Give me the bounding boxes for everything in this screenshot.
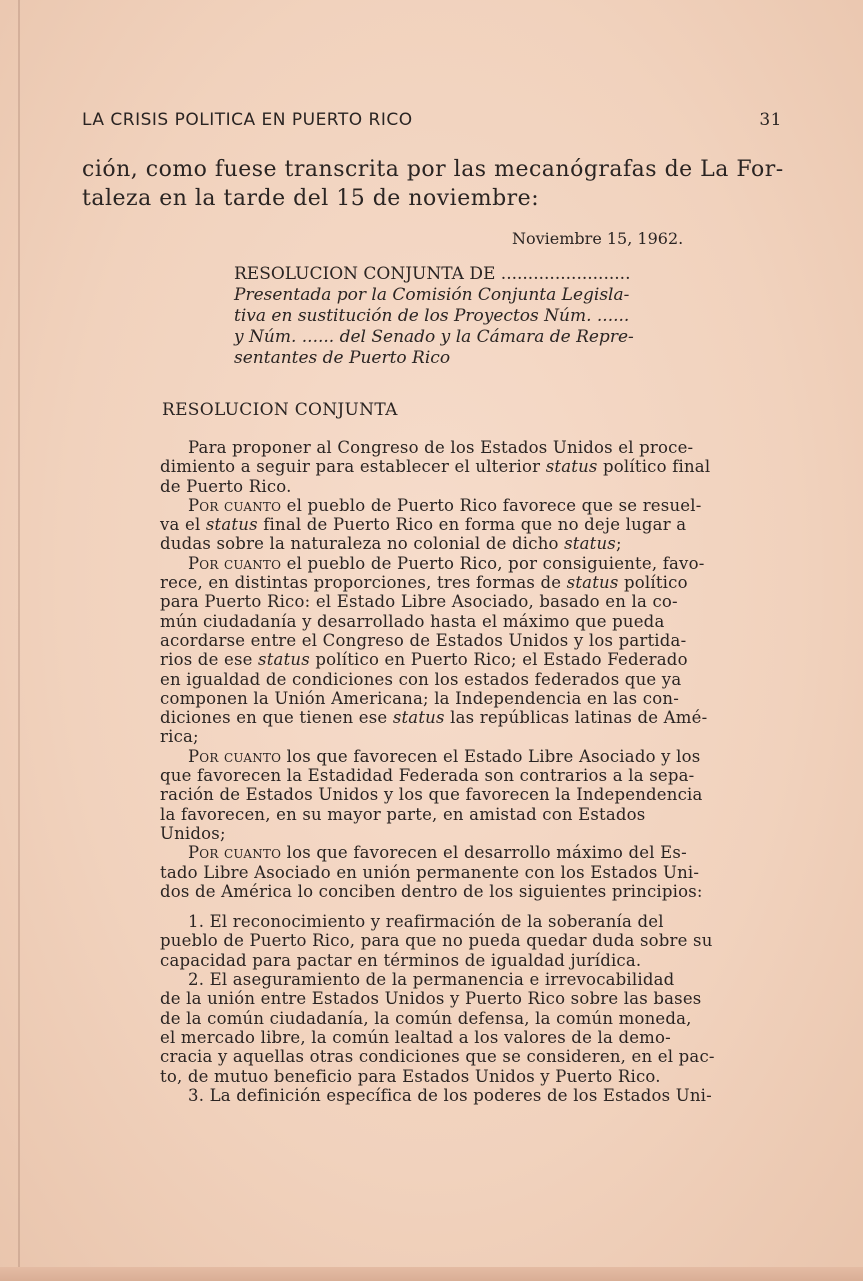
body-line: [160, 1086, 715, 1105]
resolution-subtitle-line: y Núm. ...... del Senado y la Cámara de Repre-: [234, 327, 634, 347]
por-cuanto-label: Por cuanto: [188, 843, 282, 863]
body-line-text: de la unión entre Estados Unidos y Puerto Rico sobre las bases: [160, 989, 702, 1009]
body-line: [160, 1067, 715, 1086]
body-line: [160, 766, 715, 785]
body-line: [160, 573, 715, 592]
body-line: [160, 438, 715, 457]
document-date: Noviembre 15, 1962.: [512, 229, 684, 248]
running-header: [82, 110, 782, 134]
body-line-text: cracia y aquellas otras condiciones que se consideren, en el pac-: [160, 1047, 715, 1067]
page-bottom-edge: [0, 1267, 863, 1281]
body-line: [160, 824, 715, 843]
body-line: [160, 785, 715, 804]
resolution-subtitle-line: Presentada por la Comisión Conjunta Legisla-: [234, 285, 630, 305]
body-line-text: capacidad para pactar en términos de igualdad jurídica.: [160, 950, 642, 970]
body-line: [160, 951, 715, 970]
body-line: [160, 689, 715, 708]
por-cuanto-label: Por cuanto: [188, 495, 282, 515]
body-line: [160, 931, 715, 950]
body-line-text: ración de Estados Unidos y los que favorecen la Independencia: [160, 785, 703, 805]
body-line: [160, 882, 715, 901]
intro-line: ción, como fuese transcrita por las mecanógrafas de La For-: [82, 157, 784, 182]
body-line: [160, 863, 715, 882]
body-line-text: que favorecen la Estadidad Federada son contrarios a la sepa-: [160, 766, 695, 786]
body-line-text: componen la Unión Americana; la Independencia en las con-: [160, 688, 679, 708]
body-line-text: los que favorecen el Estado Libre Asociado y los: [281, 746, 701, 766]
body-line: [160, 670, 715, 689]
body-line: [160, 1009, 715, 1028]
body-line: [160, 708, 715, 727]
resolution-heading: RESOLUCION CONJUNTA: [162, 400, 398, 420]
page-edge-shadow: [18, 0, 20, 1281]
body-text: [160, 438, 715, 1105]
body-line: [160, 970, 715, 989]
resolution-subtitle-line: tiva en sustitución de los Proyectos Núm. ......: [234, 306, 630, 326]
body-line-text: va el status final de Puerto Rico en forma que no deje lugar a: [160, 515, 687, 535]
running-title: LA CRISIS POLITICA EN PUERTO RICO: [82, 110, 413, 130]
body-line: [160, 612, 715, 631]
body-line-text: to, de mutuo beneficio para Estados Unidos y Puerto Rico.: [160, 1066, 661, 1086]
body-line-text: el mercado libre, la común lealtad a los valores de la demo-: [160, 1027, 671, 1047]
paragraph-gap: [160, 901, 715, 912]
body-line-text: para Puerto Rico: el Estado Libre Asociado, basado en la co-: [160, 592, 678, 612]
intro-paragraph: [82, 155, 784, 213]
body-line-text: tado Libre Asociado en unión permanente con los Estados Uni-: [160, 862, 700, 882]
body-line: [160, 912, 715, 931]
body-line-text: de la común ciudadanía, la común defensa, la común moneda,: [160, 1008, 692, 1028]
body-line-text: diciones en que tienen ese status las repúblicas latinas de Amé-: [160, 708, 708, 728]
body-line-text: el pueblo de Puerto Rico, por consiguiente, favo-: [281, 553, 705, 573]
body-line-text: 2. El aseguramiento de la permanencia e irrevocabilidad: [188, 970, 675, 990]
body-line-text: 3. La definición específica de los poderes de los Estados Uni-: [188, 1085, 712, 1105]
body-line: [160, 592, 715, 611]
body-line-text: los que favorecen el desarrollo máximo del Es-: [281, 843, 687, 863]
body-line-text: rios de ese status político en Puerto Rico; el Estado Federado: [160, 650, 688, 670]
body-line-text: el pueblo de Puerto Rico favorece que se resuel-: [281, 495, 702, 515]
body-line-text: dimiento a seguir para establecer el ulterior status político final: [160, 457, 711, 477]
body-line-text: dos de América lo conciben dentro de los siguientes principios:: [160, 881, 703, 901]
body-line-text: de Puerto Rico.: [160, 476, 292, 496]
body-line-text: la favorecen, en su mayor parte, en amistad con Estados: [160, 804, 646, 824]
resolution-title-block: [234, 264, 634, 369]
body-line-text: rece, en distintas proporciones, tres formas de status político: [160, 573, 688, 593]
por-cuanto-label: Por cuanto: [188, 553, 282, 573]
body-line: [160, 457, 715, 476]
page-number: 31: [759, 110, 782, 130]
body-line: [160, 727, 715, 746]
body-line-text: 1. El reconocimiento y reafirmación de la soberanía del: [188, 912, 664, 932]
body-line: [160, 843, 715, 862]
por-cuanto-label: Por cuanto: [188, 746, 282, 766]
body-line: [160, 534, 715, 553]
body-line-text: acordarse entre el Congreso de Estados Unidos y los partida-: [160, 630, 687, 650]
body-line-text: mún ciudadanía y desarrollado hasta el máximo que pueda: [160, 611, 665, 631]
body-line-text: Para proponer al Congreso de los Estados Unidos el proce-: [188, 438, 694, 457]
resolution-title-line: RESOLUCION CONJUNTA DE ........................: [234, 264, 631, 284]
body-line: [160, 650, 715, 669]
body-line-text: pueblo de Puerto Rico, para que no pueda quedar duda sobre su: [160, 931, 713, 951]
body-line: [160, 496, 715, 515]
body-line: [160, 554, 715, 573]
body-line-text: rica;: [160, 727, 199, 747]
body-line-text: en igualdad de condiciones con los estados federados que ya: [160, 669, 682, 689]
body-line: [160, 1047, 715, 1066]
body-line: [160, 477, 715, 496]
body-line-text: dudas sobre la naturaleza no colonial de dicho status;: [160, 534, 622, 554]
resolution-subtitle-line: sentantes de Puerto Rico: [234, 348, 451, 368]
body-line: [160, 805, 715, 824]
body-line: [160, 989, 715, 1008]
intro-line: taleza en la tarde del 15 de noviembre:: [82, 186, 540, 211]
body-line-text: Unidos;: [160, 823, 226, 843]
body-line: [160, 515, 715, 534]
body-line: [160, 1028, 715, 1047]
body-line: [160, 747, 715, 766]
body-line: [160, 631, 715, 650]
